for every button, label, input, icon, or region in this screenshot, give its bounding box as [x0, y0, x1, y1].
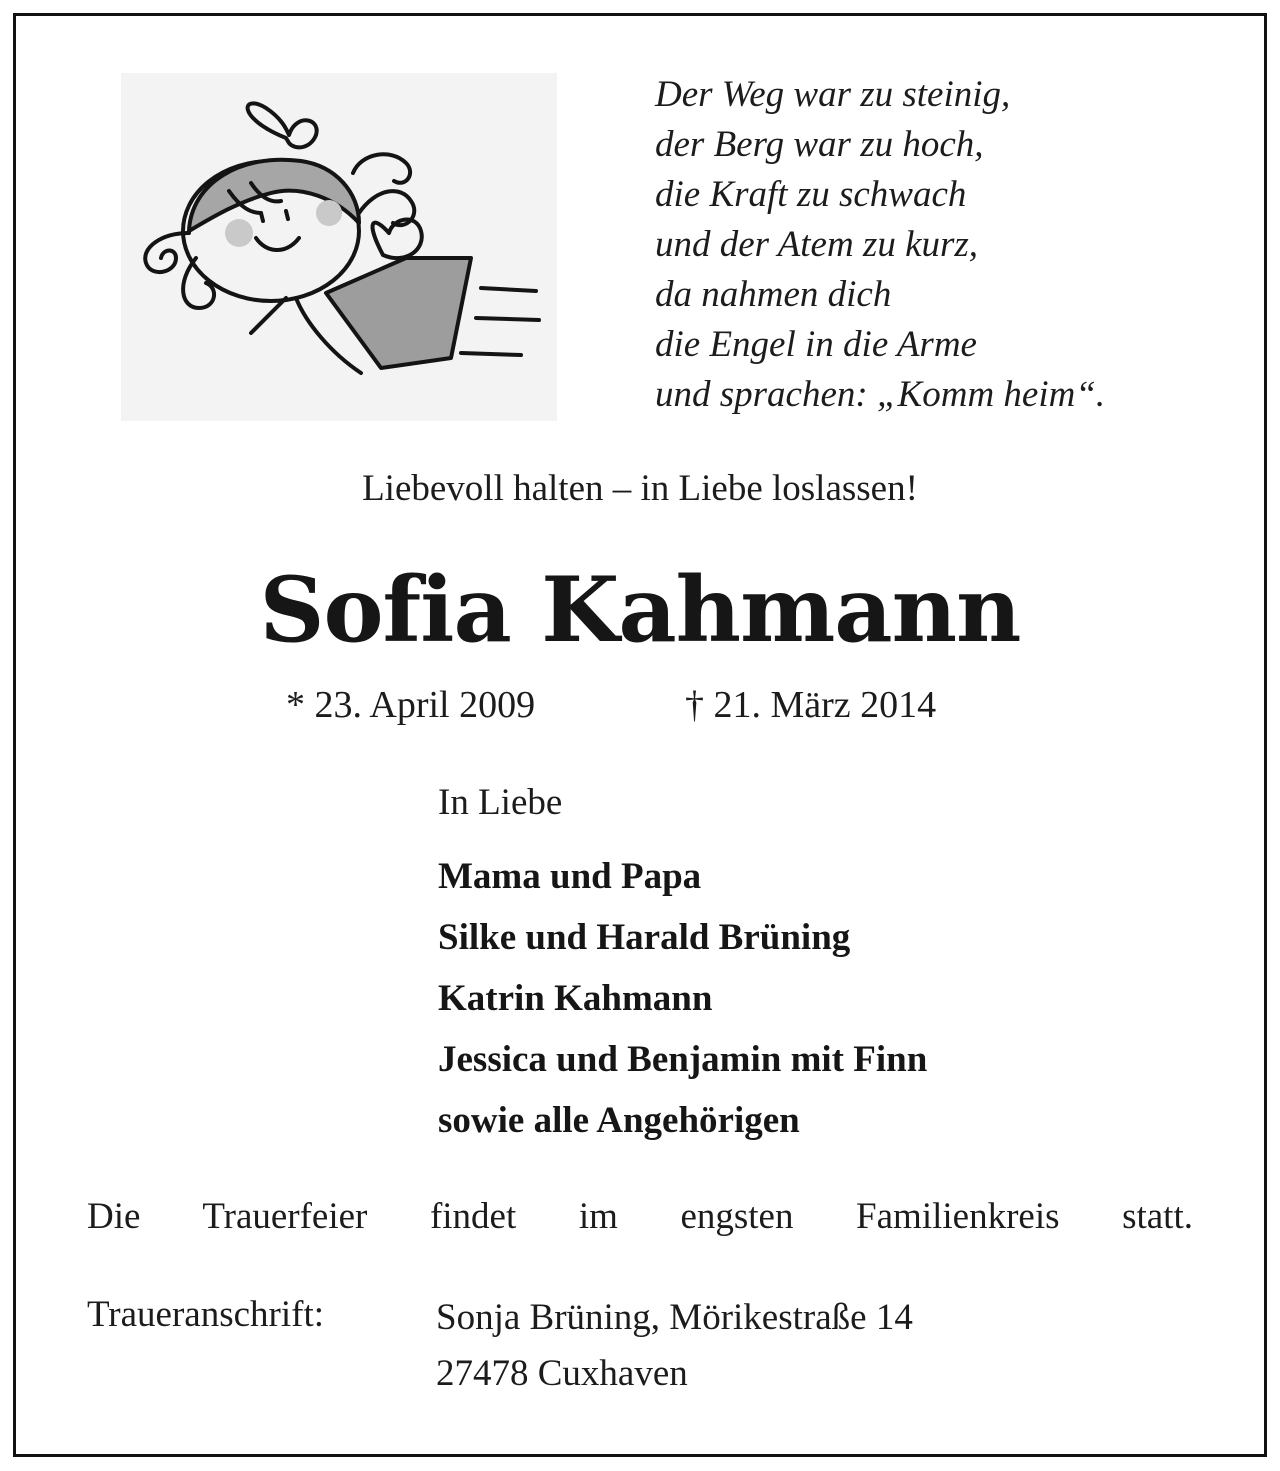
mourner-name: sowie alle Angehörigen	[438, 1100, 800, 1141]
mourner-name: Katrin Kahmann	[438, 978, 713, 1019]
mourner-name: Silke und Harald Brüning	[438, 917, 851, 958]
poem-line: die Kraft zu schwach	[655, 174, 967, 215]
mourner-name: Mama und Papa	[438, 856, 702, 897]
poem-line: die Engel in die Arme	[655, 324, 977, 365]
angel-illustration	[121, 73, 557, 421]
mourner-name: Jessica und Benjamin mit Finn	[438, 1039, 928, 1080]
ceremony-note: Die Trauerfeier findet im engsten Familienkreis statt.	[87, 1196, 1193, 1237]
address-line: 27478 Cuxhaven	[436, 1353, 688, 1394]
poem	[655, 70, 1235, 420]
mourners-list	[438, 846, 927, 1151]
address-line: Sonja Brüning, Mörikestraße 14	[436, 1297, 913, 1338]
mourning-address	[436, 1290, 913, 1402]
poem-line: der Berg war zu hoch,	[655, 124, 984, 165]
poem-line: und sprachen: „Komm heim“.	[655, 374, 1106, 415]
birth-date: * 23. April 2009	[286, 684, 536, 726]
poem-line: Der Weg war zu steinig,	[655, 74, 1011, 115]
poem-line: und der Atem zu kurz,	[655, 224, 979, 265]
address-label: Traueranschrift:	[87, 1294, 325, 1335]
motto: Liebevoll halten – in Liebe loslassen!	[362, 468, 918, 509]
angel-icon	[121, 73, 557, 421]
death-date: † 21. März 2014	[685, 684, 937, 726]
deceased-name: Sofia Kahmann	[259, 557, 1021, 663]
poem-line: da nahmen dich	[655, 274, 892, 315]
mourners-intro: In Liebe	[438, 782, 563, 823]
